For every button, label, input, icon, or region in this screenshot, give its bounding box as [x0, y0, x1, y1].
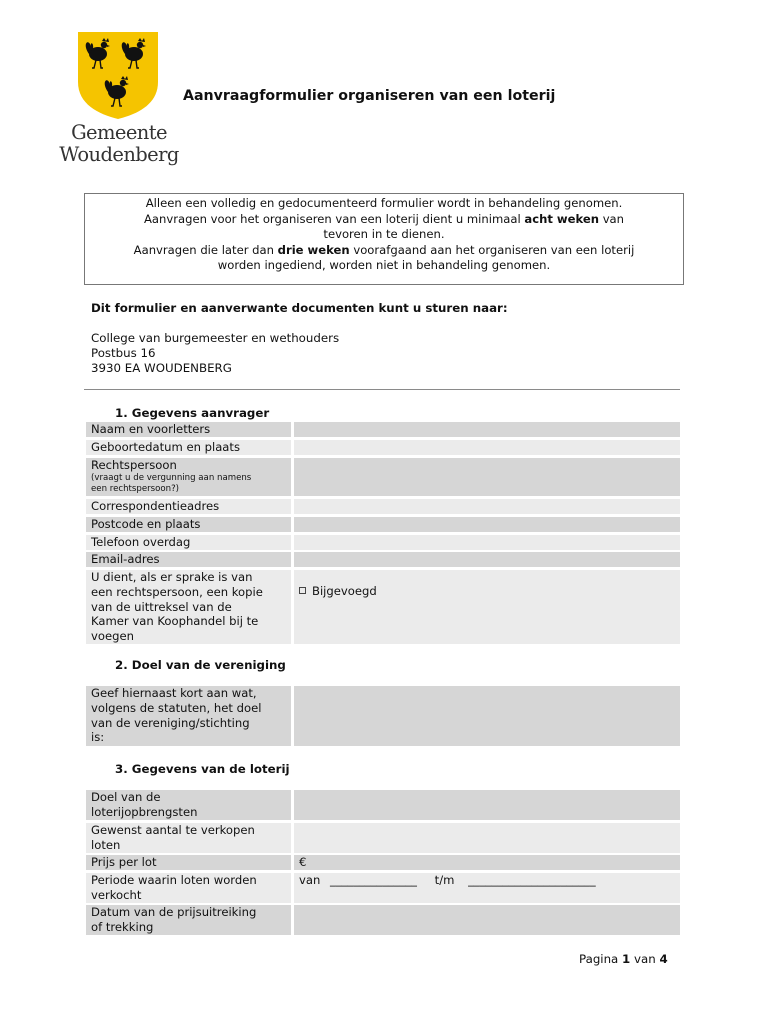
address-line: Postbus 16: [91, 346, 156, 360]
period-from-label: van: [299, 873, 321, 887]
field-row-legal-entity: [86, 458, 680, 496]
notice-box: [84, 193, 684, 285]
legal-entity-note: (vraagt u de vergunning aan namens: [91, 472, 252, 483]
phone-input[interactable]: [294, 535, 680, 550]
field-label: Naam en voorletters: [86, 422, 291, 437]
attached-label: Bijgevoegd: [312, 584, 377, 598]
email-input[interactable]: [294, 552, 680, 567]
ticket-price-input[interactable]: €: [294, 855, 680, 870]
address-line: 3930 EA WOUDENBERG: [91, 361, 232, 375]
notice-text: voorafgaand aan het organiseren van een loterij: [349, 242, 635, 257]
label-line: verkocht: [91, 887, 142, 902]
municipality-name: [58, 122, 180, 166]
logo-name-line: Gemeente: [71, 121, 167, 144]
label-line: Doel van de: [91, 790, 161, 804]
notice-emphasis: acht weken: [524, 211, 600, 226]
field-row-phone: [86, 535, 680, 550]
field-row-ticket-price: [86, 855, 680, 870]
field-row-postcode: [86, 517, 680, 532]
current-page: 1: [622, 952, 631, 966]
period-to-label: t/m: [434, 873, 455, 887]
send-heading: Dit formulier en aanverwante documenten kunt u sturen naar:: [91, 301, 508, 315]
field-row-ticket-count: [86, 823, 680, 853]
label-line: Kamer van Koophandel bij te: [91, 614, 259, 629]
draw-date-input[interactable]: [294, 905, 680, 935]
postal-address: [91, 331, 339, 376]
field-label: [86, 458, 291, 496]
field-label: [86, 570, 291, 644]
address-input[interactable]: [294, 499, 680, 514]
label-line: loten: [91, 837, 121, 852]
label-line: voegen: [91, 629, 134, 644]
field-label: Geboortedatum en plaats: [86, 440, 291, 455]
field-row-proceeds: [86, 790, 680, 820]
legal-entity-note: een rechtspersoon?): [91, 483, 180, 494]
proceeds-input[interactable]: [294, 790, 680, 820]
label-line: van de vereniging/stichting: [91, 715, 250, 730]
postcode-input[interactable]: [294, 517, 680, 532]
attachment-field: [294, 570, 680, 644]
association-purpose-input[interactable]: [294, 686, 680, 746]
field-label: [86, 686, 291, 746]
attached-checkbox[interactable]: [299, 587, 306, 594]
notice-line: Alleen een volledig en gedocumenteerd formulier wordt in behandeling genomen.: [145, 196, 623, 210]
label-line: Datum van de prijsuitreiking: [91, 905, 257, 919]
field-row-sales-period: [86, 873, 680, 903]
field-row-draw-date: [86, 905, 680, 935]
address-line: College van burgemeester en wethouders: [91, 331, 340, 345]
sales-period-field: [294, 873, 680, 903]
field-label: Email-adres: [86, 552, 291, 567]
notice-emphasis: drie weken: [277, 242, 350, 257]
field-label: [86, 823, 291, 853]
field-row-address: [86, 499, 680, 514]
label-line: Periode waarin loten worden: [91, 873, 257, 887]
notice-text: Aanvragen voor het organiseren van een loterij dient u minimaal: [143, 211, 525, 226]
form-title: Aanvraagformulier organiseren van een loterij: [183, 88, 556, 104]
coat-of-arms-icon: [76, 30, 160, 120]
logo-name-line: Woudenberg: [59, 143, 179, 166]
field-label: [86, 873, 291, 903]
notice-line: worden ingediend, worden niet in behandeling genomen.: [217, 258, 551, 272]
section-heading-lottery: 3. Gegevens van de loterij: [115, 762, 290, 776]
page-text: van: [630, 952, 660, 966]
birth-input[interactable]: [294, 440, 680, 455]
field-label: Correspondentieadres: [86, 499, 291, 514]
field-row-association-purpose: [86, 686, 680, 746]
notice-text: van: [599, 211, 625, 226]
label-line: volgens de statuten, het doel: [91, 700, 262, 715]
notice-line: [85, 212, 683, 228]
total-pages: 4: [659, 952, 668, 966]
field-row-name: [86, 422, 680, 437]
page-number: [579, 952, 668, 966]
section-heading-purpose: 2. Doel van de vereniging: [115, 658, 286, 672]
period-to-input[interactable]: ______________________: [468, 873, 596, 887]
label-line: Gewenst aantal te verkopen: [91, 823, 255, 837]
legal-entity-input[interactable]: [294, 458, 680, 496]
divider: [84, 389, 680, 390]
ticket-count-input[interactable]: [294, 823, 680, 853]
period-from-input[interactable]: _______________: [330, 873, 417, 887]
label-line: Geef hiernaast kort aan wat,: [91, 686, 257, 700]
notice-text: Aanvragen die later dan: [133, 242, 278, 257]
field-label: [86, 905, 291, 935]
field-row-kvk-copy: [86, 570, 680, 644]
label-line: of trekking: [91, 919, 154, 934]
notice-line: tevoren in te dienen.: [323, 227, 445, 241]
field-label: [86, 790, 291, 820]
label-line: U dient, als er sprake is van: [91, 570, 253, 584]
notice-line: [85, 243, 683, 259]
label-line: is:: [91, 730, 105, 745]
name-input[interactable]: [294, 422, 680, 437]
field-label: Telefoon overdag: [86, 535, 291, 550]
section-heading-applicant: 1. Gegevens aanvrager: [115, 406, 270, 420]
field-row-birth: [86, 440, 680, 455]
page-text: Pagina: [579, 952, 623, 966]
field-label: Prijs per lot: [86, 855, 291, 870]
attached-option: [299, 570, 680, 599]
legal-entity-label: Rechtspersoon: [91, 458, 177, 472]
field-row-email: [86, 552, 680, 567]
label-line: van de uittreksel van de: [91, 599, 232, 614]
label-line: een rechtspersoon, een kopie: [91, 584, 263, 599]
field-label: Postcode en plaats: [86, 517, 291, 532]
label-line: loterijopbrengsten: [91, 804, 198, 819]
